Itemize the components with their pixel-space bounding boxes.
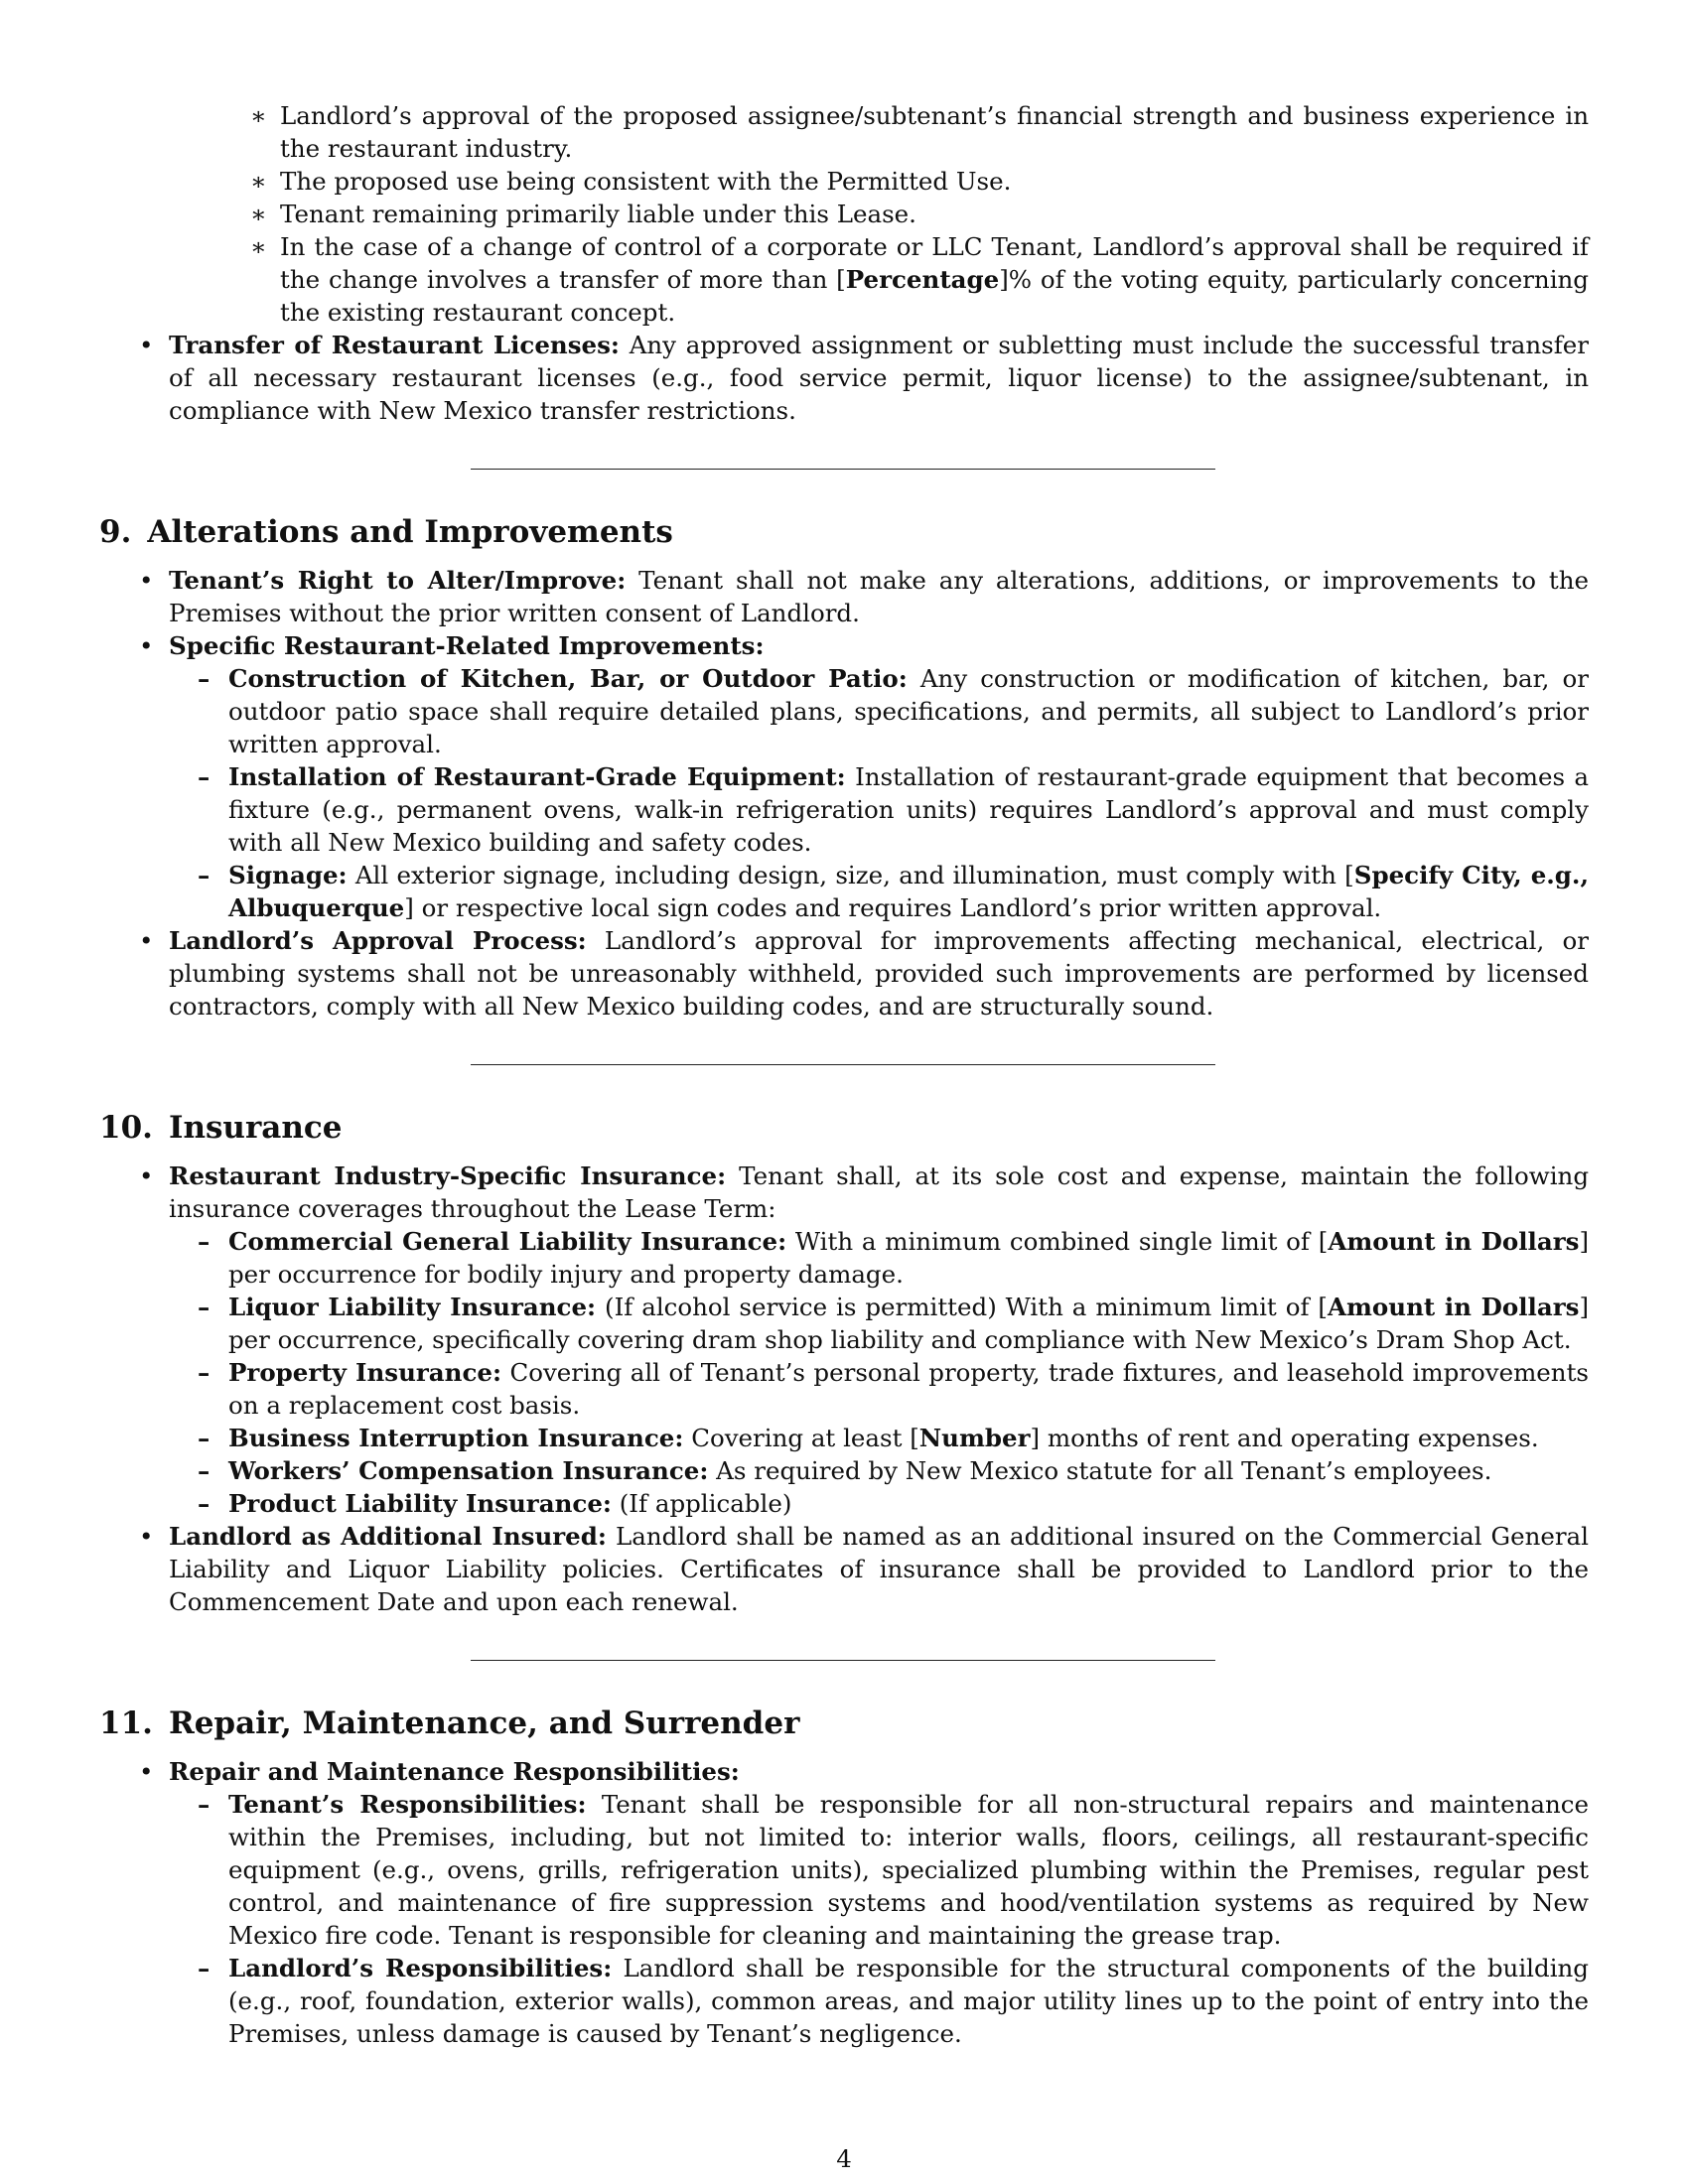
item-label: Property Insurance: <box>228 1358 502 1387</box>
item-label: Transfer of Restaurant Licenses: <box>169 331 620 359</box>
placeholder-amount: Amount in Dollars <box>1328 1227 1580 1256</box>
item-text: Landlord’s approval for improvements affecting mechanical, electrical, or plumbing systems shall not be unreasonably withheld, provided such improvements are performed by licensed contractors, comply with all New Mexico building codes, and are structurally sound. <box>169 926 1589 1021</box>
list-item <box>99 564 1589 629</box>
item-label: Repair and Maintenance Responsibilities: <box>169 1757 740 1786</box>
item-text: Landlord’s approval of the proposed assignee/subtenant’s financial strength and business experience in the restaurant industry. <box>280 101 1589 163</box>
list-item <box>99 1755 1589 1788</box>
item-text: All exterior signage, including design, size, and illumination, must comply with [ <box>347 861 1354 889</box>
section-number: 11. <box>99 1706 153 1741</box>
item-label: Landlord as Additional Insured: <box>169 1522 607 1551</box>
item-text: Landlord shall be named as an additional insured on the Commercial General Liability and Liquor Liability policies. Certificates of insurance shall be provided to Landlord prior to the Commencement Date and upon each renewal. <box>169 1522 1590 1616</box>
item-label: Tenant’s Right to Alter/Improve: <box>169 566 627 595</box>
item-label: Landlord’s Responsibilities: <box>228 1954 613 1982</box>
item-label: Construction of Kitchen, Bar, or Outdoor Patio: <box>228 664 908 693</box>
item-label: Liquor Liability Insurance: <box>228 1293 597 1321</box>
section-heading <box>99 1704 1589 1743</box>
item-label: Business Interruption Insurance: <box>228 1424 684 1452</box>
item-text: ] months of rent and operating expenses. <box>1030 1424 1539 1452</box>
document-page <box>99 99 1589 2050</box>
list-item <box>99 1788 1589 1952</box>
item-text: (If alcohol service is permitted) With a minimum limit of [ <box>596 1293 1328 1321</box>
item-text: Any construction or modification of kitchen, bar, or outdoor patio space shall require detailed plans, specifications, and permits, all subject to Landlord’s prior written approval. <box>228 664 1589 758</box>
list-item <box>99 1225 1589 1291</box>
list-item <box>99 329 1589 427</box>
item-text: With a minimum combined single limit of [ <box>786 1227 1329 1256</box>
item-text: In the case of a change of control of a corporate or LLC Tenant, Landlord’s approval shall be required if the change involves a transfer of more than [ <box>280 232 1589 294</box>
item-label: Product Liability Insurance: <box>228 1489 612 1518</box>
page-number: 4 <box>836 2144 852 2173</box>
list-item <box>99 1422 1589 1454</box>
item-text: ] or respective local sign codes and requires Landlord’s prior written approval. <box>404 893 1382 922</box>
list-item <box>99 629 1589 662</box>
item-label: Restaurant Industry-Specific Insurance: <box>169 1161 727 1190</box>
section-divider <box>471 1064 1215 1065</box>
item-label: Commercial General Liability Insurance: <box>228 1227 787 1256</box>
list-item <box>99 924 1589 1023</box>
section-heading <box>99 512 1589 552</box>
list-item <box>99 1160 1589 1225</box>
item-text: Covering at least [ <box>683 1424 919 1452</box>
item-label: Signage: <box>228 861 348 889</box>
item-text: ] per occurrence for bodily injury and property damage. <box>228 1227 1589 1289</box>
list-item <box>99 198 1589 230</box>
item-text: Any approved assignment or subletting must include the successful transfer of all necessary restaurant licenses (e.g., food service permit, liquor license) to the assignee/subtenant, in compliance with New Mexico transfer restrictions. <box>169 331 1590 425</box>
section-heading <box>99 1108 1589 1148</box>
list-item <box>99 99 1589 165</box>
placeholder-number: Number <box>918 1424 1031 1452</box>
list-item <box>99 859 1589 924</box>
list-item <box>99 1291 1589 1356</box>
list-item <box>99 760 1589 859</box>
list-item <box>99 662 1589 760</box>
item-text: Installation of restaurant-grade equipment that becomes a fixture (e.g., permanent ovens, walk-in refrigeration units) requires Landlord’s approval and must comply with all New Mexico building and safety codes. <box>228 762 1589 857</box>
item-text: Covering all of Tenant’s personal property, trade fixtures, and leasehold improvements on a replacement cost basis. <box>228 1358 1589 1420</box>
item-text: Tenant shall be responsible for all non-structural repairs and maintenance within the Premises, including, but not limited to: interior walls, floors, ceilings, all restaurant-specific equipment (e.g., ovens, grills, refrigeration units), specialized plumbing within the Premises, regular pest control, and maintenance of fire suppression systems and hood/ventilation systems as required by New Mexico fire code. Tenant is responsible for cleaning and maintaining the grease trap. <box>228 1790 1589 1950</box>
section-title: Repair, Maintenance, and Surrender <box>168 1706 800 1741</box>
list-item <box>99 1520 1589 1618</box>
list-item <box>99 230 1589 329</box>
placeholder-amount: Amount in Dollars <box>1328 1293 1580 1321</box>
list-item <box>99 165 1589 198</box>
item-text: ]% of the voting equity, particularly concerning the existing restaurant concept. <box>280 265 1589 327</box>
section-number: 9. <box>99 514 132 550</box>
placeholder-city: Specify City, e.g., Albuquerque <box>228 861 1589 922</box>
item-text: Tenant remaining primarily liable under this Lease. <box>280 200 916 228</box>
section-divider <box>471 1660 1215 1661</box>
section-title: Insurance <box>168 1110 343 1146</box>
item-text: ] per occurrence, specifically covering dram shop liability and compliance with New Mexico’s Dram Shop Act. <box>228 1293 1590 1354</box>
item-label: Workers’ Compensation Insurance: <box>228 1456 709 1485</box>
item-text: (If applicable) <box>611 1489 792 1518</box>
item-label: Landlord’s Approval Process: <box>169 926 587 955</box>
list-item <box>99 1356 1589 1422</box>
item-text: As required by New Mexico statute for all Tenant’s employees. <box>708 1456 1492 1485</box>
placeholder-percentage: Percentage <box>845 265 1000 294</box>
item-text: Landlord shall be responsible for the structural components of the building (e.g., roof, foundation, exterior walls), common areas, and major utility lines up to the point of entry into the Premises, unless damage is caused by Tenant’s negligence. <box>228 1954 1589 2048</box>
list-item <box>99 1454 1589 1487</box>
list-item <box>99 1952 1589 2050</box>
item-label: Installation of Restaurant-Grade Equipment: <box>228 762 846 791</box>
item-text: The proposed use being consistent with the Permitted Use. <box>280 167 1012 196</box>
item-text: Tenant shall, at its sole cost and expense, maintain the following insurance coverages throughout the Lease Term: <box>169 1161 1589 1223</box>
item-label: Tenant’s Responsibilities: <box>228 1790 587 1819</box>
section-title: Alterations and Improvements <box>147 514 673 550</box>
item-text: Tenant shall not make any alterations, additions, or improvements to the Premises without the prior written consent of Landlord. <box>169 566 1589 627</box>
section-number: 10. <box>99 1110 153 1146</box>
section-divider <box>471 469 1215 470</box>
list-item <box>99 1487 1589 1520</box>
item-label: Specific Restaurant-Related Improvements: <box>169 631 765 660</box>
